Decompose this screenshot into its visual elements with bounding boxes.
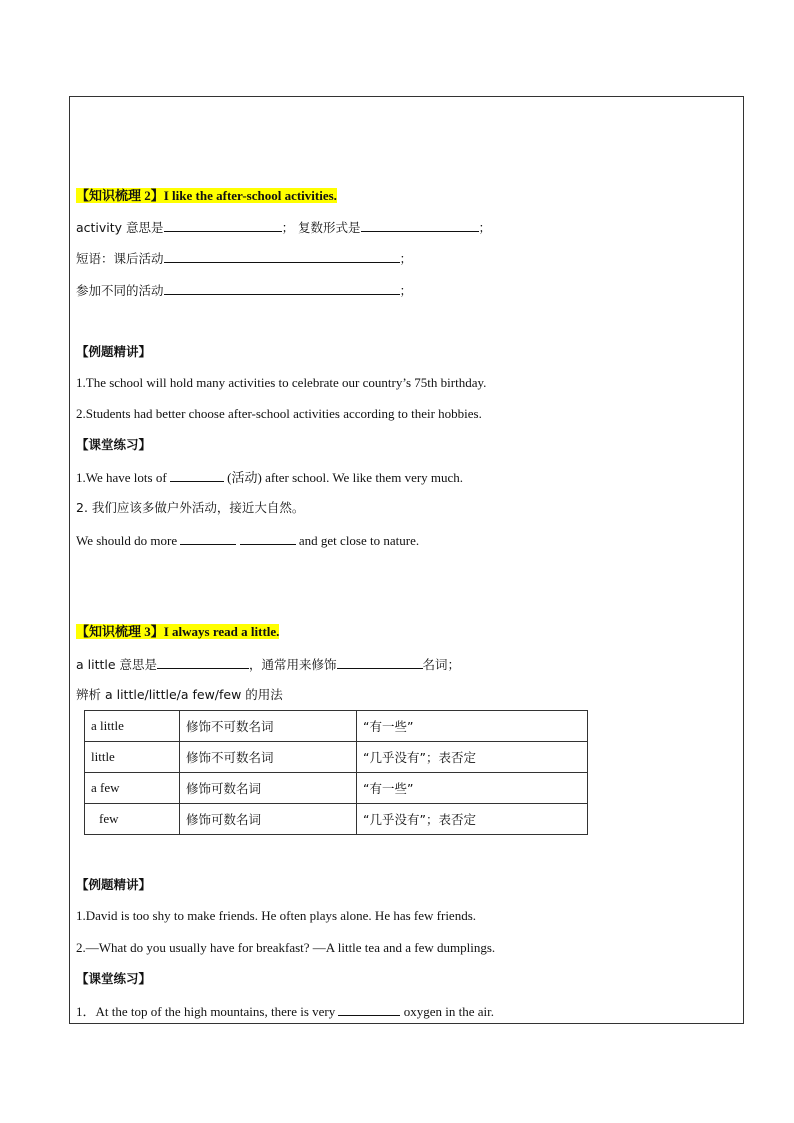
table-cell: “有一些” <box>357 773 588 804</box>
phrase-label: 短语：课后活动 <box>76 251 164 266</box>
table-cell: 修饰可数名词 <box>180 804 357 835</box>
table-cell: “几乎没有”；表否定 <box>357 742 588 773</box>
section2-practice-1 <box>76 469 463 486</box>
section2-line-phrase <box>76 250 412 267</box>
section2-practice-2-zh: 2. 我们应该多做户外活动，接近大自然。 <box>76 500 305 515</box>
s3-practice1-text-a: 1．At the top of the high mountains, there is very <box>76 1004 336 1019</box>
table-cell: “有一些” <box>357 711 588 742</box>
practice2-text-b: and get close to nature. <box>298 533 420 548</box>
modify-blank[interactable] <box>337 656 423 669</box>
table-cell: 修饰不可数名词 <box>180 711 357 742</box>
join-blank[interactable] <box>164 282 400 295</box>
practice2-blank-1[interactable] <box>180 532 236 545</box>
comparison-table <box>84 710 588 835</box>
section3-compare-title: 辨析 a little/little/a few/few 的用法 <box>76 687 283 702</box>
section2-example-1: 1.The school will hold many activities to celebrate our country’s 75th birthday. <box>76 375 487 390</box>
practice1-blank[interactable] <box>170 469 224 482</box>
section3-example-2: 2.—What do you usually have for breakfast? —A little tea and a few dumplings. <box>76 940 496 955</box>
line-end: ； <box>399 251 413 266</box>
table-cell: few <box>85 804 180 835</box>
table-cell: 修饰不可数名词 <box>180 742 357 773</box>
section2-practice-2 <box>76 532 419 549</box>
table-row <box>85 804 588 835</box>
table-row <box>85 711 588 742</box>
practice2-blank-2[interactable] <box>240 532 296 545</box>
line-end: ； <box>399 283 413 298</box>
section2-line-join <box>76 282 412 299</box>
s3-practice1-text-b: oxygen in the air. <box>403 1004 494 1019</box>
practice1-text-b: (活动) after school. We like them very much. <box>227 470 464 485</box>
section2-line-meaning <box>76 219 491 236</box>
line-end: ； <box>478 220 492 235</box>
table-row <box>85 742 588 773</box>
noun-label: 名词； <box>422 657 461 672</box>
section2-practice-heading: 【课堂练习】 <box>76 437 152 452</box>
section3-heading-text: 【知识梳理 3】I always read a little. <box>76 624 280 639</box>
table-cell: little <box>85 742 180 773</box>
section3-practice-heading: 【课堂练习】 <box>76 971 152 986</box>
phrase-blank[interactable] <box>164 250 400 263</box>
plural-label: ； 复数形式是 <box>281 220 361 235</box>
section3-example-1: 1.David is too shy to make friends. He often plays alone. He has few friends. <box>76 908 477 923</box>
alittle-meaning-label: a little 意思是 <box>76 657 158 672</box>
plural-blank[interactable] <box>361 219 479 232</box>
table-row <box>85 773 588 804</box>
section3-heading <box>76 624 279 640</box>
section3-example-heading: 【例题精讲】 <box>76 877 152 892</box>
alittle-meaning-blank[interactable] <box>157 656 249 669</box>
section3-line-meaning <box>76 656 460 673</box>
table-cell: a few <box>85 773 180 804</box>
s3-practice1-blank[interactable] <box>338 1003 400 1016</box>
section2-heading-text: 【知识梳理 2】I like the after-school activities. <box>76 188 337 203</box>
section2-example-2: 2.Students had better choose after-school activities according to their hobbies. <box>76 406 482 421</box>
table-cell: “几乎没有”；表否定 <box>357 804 588 835</box>
activity-meaning-label: activity 意思是 <box>76 220 164 235</box>
section3-practice-1 <box>76 1003 494 1020</box>
practice1-text-a: 1.We have lots of <box>76 470 167 485</box>
section2-example-heading: 【例题精讲】 <box>76 344 152 359</box>
practice2-text-a: We should do more <box>76 533 178 548</box>
section2-heading <box>76 188 337 204</box>
modify-label: ，通常用来修饰 <box>249 657 337 672</box>
table-cell: a little <box>85 711 180 742</box>
meaning-blank[interactable] <box>164 219 282 232</box>
table-cell: 修饰可数名词 <box>180 773 357 804</box>
join-label: 参加不同的活动 <box>76 283 164 298</box>
